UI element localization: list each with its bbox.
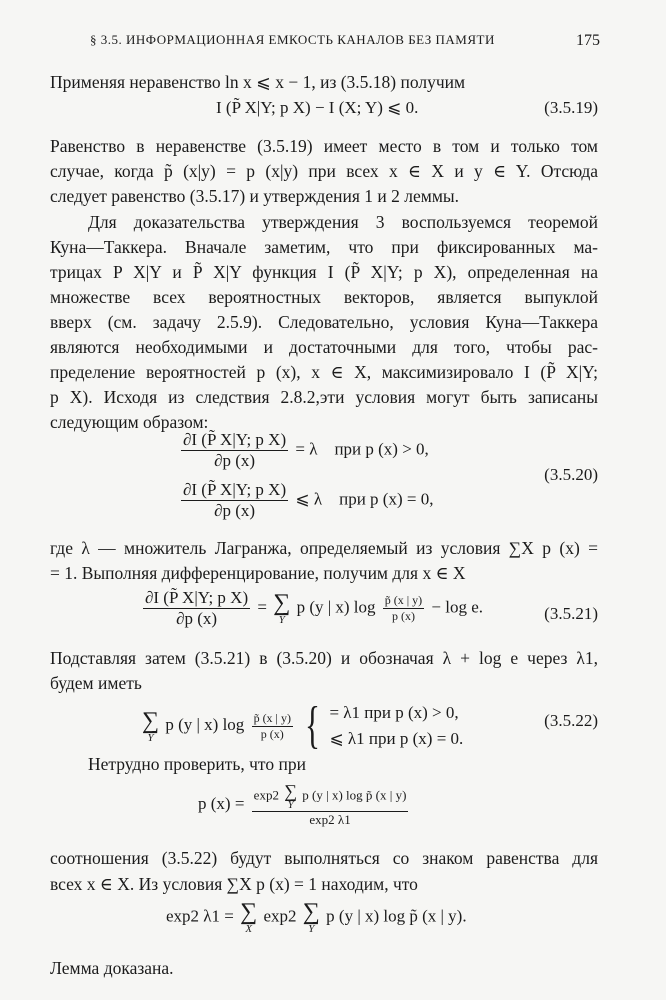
- eq-px-lhs: p (x) =: [198, 793, 245, 813]
- paragraph-4-line: = 1. Выполняя дифференцирование, получим для x ∈ X: [50, 563, 466, 583]
- paragraph-3-line: являются необходимыми и достаточными для того, чтобы рас-: [50, 337, 598, 357]
- paragraph-3-line: трицах P X|Y и P̃ X|Y функция I (P̃ X|Y; p X), определенная на: [50, 262, 598, 282]
- equation-final: [166, 900, 467, 935]
- eq21-sum-subscript: Y: [278, 614, 285, 626]
- paragraph-3-line: следующим образом:: [50, 412, 209, 432]
- eq22-sum-subscript: Y: [147, 731, 154, 744]
- paragraph-3-line: пределение вероятностей p (x), x ∈ X, максимизировало I (P̃ X|Y;: [50, 362, 598, 382]
- eq21-equals: =: [257, 597, 267, 617]
- eq22-frac-denominator: p (x): [260, 726, 284, 741]
- eq22-case-1: = λ1 при p (x) > 0,: [329, 703, 459, 722]
- summation-symbol: ∑ Y: [284, 781, 298, 811]
- paragraph-4-line: где λ — множитель Лагранжа, определяемый из условия ∑X p (x) =: [50, 538, 598, 558]
- eq22-term: p (y | x) log: [165, 714, 245, 734]
- eq-final-mid: exp2: [263, 906, 297, 926]
- eq22-case-2: ⩽ λ1 при p (x) = 0.: [329, 729, 464, 748]
- eq-px-numerator: [252, 782, 409, 812]
- summation-symbol: ∑ Y: [273, 590, 291, 626]
- paragraph-2-line: Равенство в неравенстве (3.5.19) имеет место в том и только том: [50, 136, 598, 156]
- paragraph-7-line: всех x ∈ X. Из условия ∑X p (x) = 1 находим, что: [50, 874, 418, 894]
- paragraph-2-line: следует равенство (3.5.17) и утверждения 1 и 2 леммы.: [50, 186, 460, 206]
- equation-3-5-20-row1: [178, 430, 429, 471]
- paragraph-3-line: Для доказательства утверждения 3 воспользуемся теоремой: [88, 212, 598, 232]
- paragraph-5-line: Подставляя затем (3.5.21) в (3.5.20) и обозначая λ + log e через λ1,: [50, 648, 598, 668]
- eq-px-denominator: exp2 λ1: [309, 812, 351, 827]
- paragraph-1: Применяя неравенство ln x ⩽ x − 1, из (3.5.18) получим: [50, 72, 466, 92]
- eq20-row1-relation: = λ: [295, 439, 318, 459]
- equation-3-5-21: [140, 588, 483, 629]
- equation-px: [198, 782, 411, 828]
- equation-3-5-19: I (P̃ X|Y; p X) − I (X; Y) ⩽ 0.: [216, 98, 419, 117]
- eq21-frac-numerator: p̃ (x | y): [384, 593, 423, 607]
- eq20-row1-numerator: ∂I (P̃ X|Y; p X): [183, 430, 287, 449]
- eq21-frac-denominator: p (x): [391, 609, 415, 623]
- eq21-term: p (y | x) log: [296, 597, 376, 617]
- paragraph-7-line: соотношения (3.5.22) будут выполняться со знаком равенства для: [50, 848, 598, 868]
- paragraph-3-line: множестве всех вероятностных векторов, является выпуклой: [50, 287, 598, 307]
- eq-final-sum1-subscript: X: [245, 923, 253, 935]
- eq22-frac-numerator: p̃ (x | y): [253, 710, 291, 725]
- paragraph-5-line: будем иметь: [50, 673, 142, 693]
- eq-px-sum-subscript: Y: [287, 799, 294, 811]
- eq20-row2-denominator: ∂p (x): [214, 501, 256, 520]
- eq-px-num-pre: exp2: [253, 787, 279, 803]
- eq21-tail: − log e.: [431, 597, 484, 617]
- paragraph-3-line: вверх (см. задачу 2.5.9). Следовательно, условия Куна—Таккера: [50, 312, 598, 332]
- eq-px-num-term: p (y | x) log p̃ (x | y): [302, 787, 407, 803]
- eq20-row1-denominator: ∂p (x): [214, 451, 256, 470]
- eq20-row2-condition: при p (x) = 0,: [339, 489, 434, 509]
- paragraph-2-line: случае, когда p̃ (x|y) = p (x|y) при всех x ∈ X и y ∈ Y. Отсюда: [50, 161, 598, 181]
- summation-symbol: ∑ Y: [302, 899, 320, 935]
- equation-label-3-5-21: (3.5.21): [544, 604, 598, 623]
- paragraph-8: Лемма доказана.: [50, 958, 174, 978]
- eq-final-lhs: exp2 λ1 =: [166, 906, 234, 926]
- summation-symbol: ∑ X: [240, 899, 258, 935]
- equation-3-5-20-row2: [178, 480, 433, 521]
- page-number: 175: [576, 32, 600, 49]
- eq20-row2-numerator: ∂I (P̃ X|Y; p X): [183, 480, 287, 499]
- equation-3-5-22: [140, 697, 464, 754]
- equation-label-3-5-19: (3.5.19): [544, 98, 598, 117]
- left-brace: {: [305, 697, 321, 754]
- eq-final-sum2-subscript: Y: [308, 923, 315, 935]
- paragraph-3-line: Куна—Таккера. Вначале заметим, что при фиксированных ма-: [50, 237, 598, 257]
- eq20-row1-condition: при p (x) > 0,: [334, 439, 429, 459]
- paragraph-6: Нетрудно проверить, что при: [88, 754, 306, 774]
- section-title: § 3.5. ИНФОРМАЦИОННАЯ ЕМКОСТЬ КАНАЛОВ БЕЗ ПАМЯТИ: [90, 32, 495, 47]
- eq-final-term: p (y | x) log p̃ (x | y).: [326, 906, 467, 926]
- equation-label-3-5-22: (3.5.22): [544, 711, 598, 730]
- paragraph-3-line: p X). Исходя из следствия 2.8.2,эти условия могут быть записаны: [50, 387, 598, 407]
- eq22-cases: [329, 700, 463, 752]
- equation-label-3-5-20: (3.5.20): [544, 465, 598, 484]
- summation-symbol: ∑ Y: [142, 707, 160, 744]
- eq21-lhs-denominator: ∂p (x): [176, 609, 218, 628]
- eq21-lhs-numerator: ∂I (P̃ X|Y; p X): [145, 588, 249, 607]
- eq20-row2-relation: ⩽ λ: [295, 489, 323, 509]
